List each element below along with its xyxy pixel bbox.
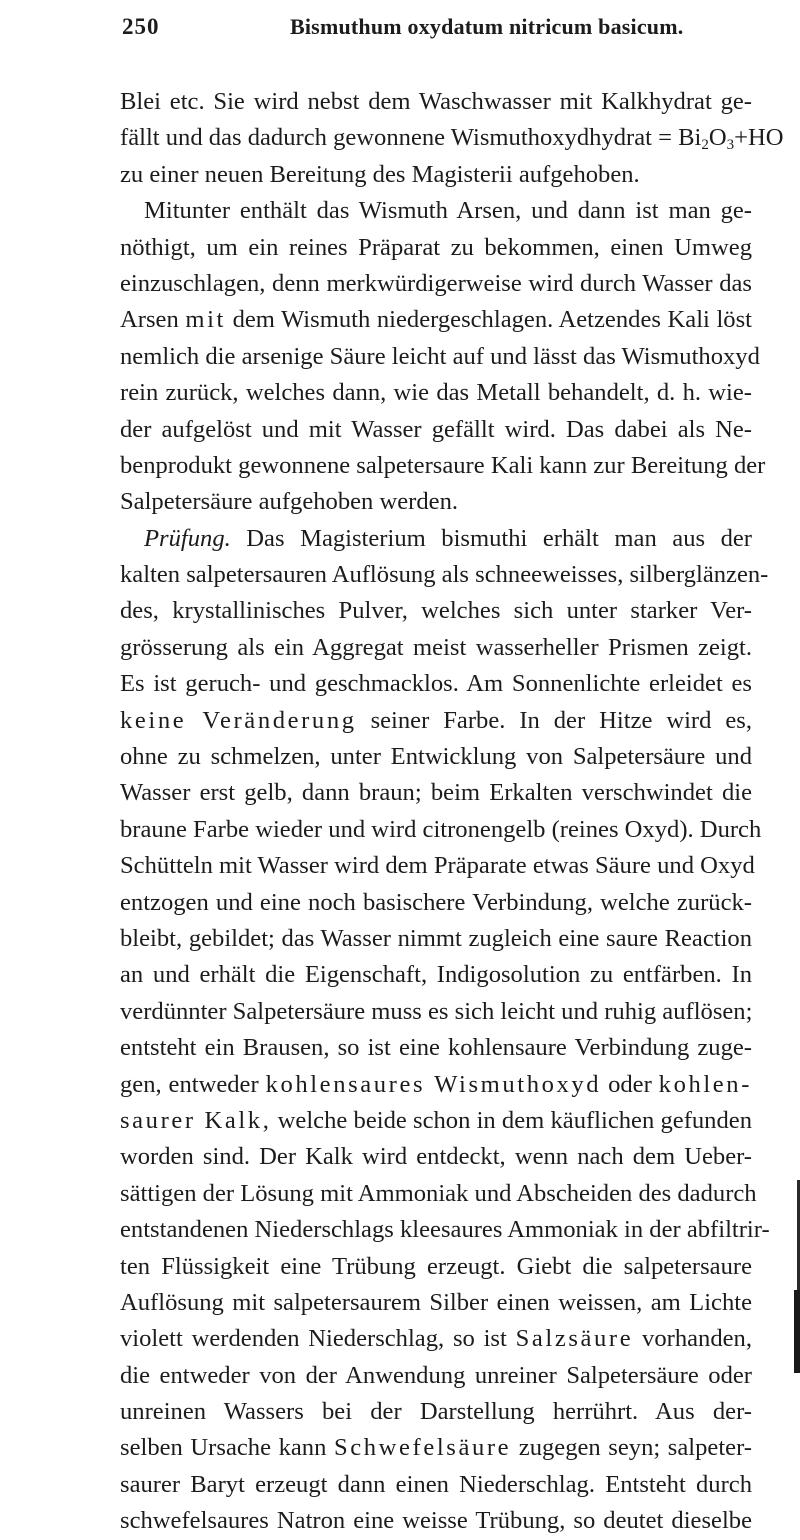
paragraph-start-line: Prüfung. Das Magisterium bismuthi erhält man aus der	[144, 524, 752, 552]
text-line: Auflösung mit salpetersaurem Silber einen weissen, am Lichte	[120, 1288, 752, 1316]
text-line: benprodukt gewonnene salpetersaure Kali kann zur Bereitung der	[120, 451, 766, 479]
emphasis-spaced: Salzsäure	[515, 1325, 634, 1353]
paragraph-start-line: Mitunter enthält das Wismuth Arsen, und dann ist man ge-	[144, 197, 752, 225]
text-line: ohne zu schmelzen, unter Entwicklung von Salpetersäure und	[120, 743, 752, 771]
emphasis-spaced: keine Veränderung	[120, 706, 357, 734]
text-line: Salpetersäure aufgehoben werden.	[120, 488, 459, 516]
text-line: unreinen Wassers bei der Darstellung herrührt. Aus der-	[120, 1398, 752, 1426]
subscript: 2	[701, 137, 709, 154]
section-heading-pruefung: Prüfung.	[144, 524, 231, 552]
text-line: nemlich die arsenige Säure leicht auf und lässt das Wismuthoxyd	[120, 342, 760, 370]
text-line: saurer Baryt erzeugt dann einen Niederschlag. Entsteht durch	[120, 1470, 752, 1498]
emphasis-spaced: saurer Kalk,	[120, 1106, 272, 1134]
running-title: Bismuthum oxydatum nitricum basicum.	[290, 14, 684, 39]
page-edge-shadow	[794, 1290, 800, 1373]
text-line: des, krystallinisches Pulver, welches sich unter starker Ver-	[120, 597, 752, 625]
text-line: entsteht ein Brausen, so ist eine kohlensaure Verbindung zuge-	[120, 1034, 752, 1062]
running-header	[122, 14, 742, 54]
text-line: gen, entweder kohlensaures Wismuthoxyd oder kohlen-	[120, 1070, 752, 1098]
text-line: saurer Kalk, welche beide schon in dem käuflichen gefunden	[120, 1106, 752, 1134]
text-line: zu einer neuen Bereitung des Magisterii aufgehoben.	[120, 160, 640, 188]
text-line: entstandenen Niederschlags kleesaures Ammoniak in der abfiltrir-	[120, 1216, 770, 1244]
text-line: fällt und das dadurch gewonnene Wismuthoxydhydrat = $Bi_2O_3+HO$	[120, 124, 784, 154]
text-line: keine Veränderung seiner Farbe. In der Hitze wird es,	[120, 706, 752, 734]
text-line: Wasser erst gelb, dann braun; beim Erkalten verschwindet die	[120, 779, 752, 807]
text-line: einzuschlagen, denn merkwürdigerweise wird durch Wasser das	[120, 269, 752, 297]
text-line: kalten salpetersauren Auflösung als schneeweisses, silberglänzen-	[120, 561, 769, 589]
subscript: 3	[726, 137, 735, 154]
text-line: bleibt, gebildet; das Wasser nimmt zugleich eine saure Reaction	[120, 924, 752, 952]
page-number: 250	[122, 14, 160, 39]
emphasis-spaced: mit	[185, 306, 226, 334]
text-line: an und erhält die Eigenschaft, Indigosolution zu entfärben. In	[120, 961, 752, 989]
text-line: schwefelsaures Natron eine weisse Trübung, so deutet dieselbe	[120, 1507, 752, 1535]
emphasis-spaced: kohlensaures Wismuthoxyd	[265, 1070, 602, 1098]
text-line: Es ist geruch- und geschmacklos. Am Sonnenlichte erleidet es	[120, 670, 752, 698]
text-line: entzogen und eine noch basischere Verbindung, welche zurück-	[120, 888, 752, 916]
text-line: grösserung als ein Aggregat meist wasserheller Prismen zeigt.	[120, 633, 752, 661]
emphasis-spaced: Schwefelsäure	[333, 1434, 512, 1462]
text-line: der aufgelöst und mit Wasser gefällt wird. Das dabei als Ne-	[120, 415, 752, 443]
text-line: die entweder von der Anwendung unreiner Salpetersäure oder	[120, 1361, 752, 1389]
body-text	[120, 84, 784, 1540]
text-line: verdünnter Salpetersäure muss es sich leicht und ruhig auflösen;	[120, 997, 753, 1025]
text-line: Blei etc. Sie wird nebst dem Waschwasser mit Kalkhydrat ge-	[120, 88, 752, 115]
text-line: Schütteln mit Wasser wird dem Präparate etwas Säure und Oxyd	[120, 852, 755, 880]
text-line: sättigen der Lösung mit Ammoniak und Abscheiden des dadurch	[120, 1179, 757, 1207]
text-line: braune Farbe wieder und wird citronengelb (reines Oxyd). Durch	[120, 815, 762, 843]
text-line: worden sind. Der Kalk wird entdeckt, wenn nach dem Ueber-	[120, 1143, 752, 1171]
text-line: ten Flüssigkeit eine Trübung erzeugt. Giebt die salpetersaure	[120, 1252, 752, 1280]
text-line: nöthigt, um ein reines Präparat zu bekommen, einen Umweg	[120, 233, 752, 261]
text-line: selben Ursache kann Schwefelsäure zugegen seyn; salpeter-	[120, 1434, 752, 1462]
text-line: violett werdenden Niederschlag, so ist Salzsäure vorhanden,	[120, 1325, 752, 1353]
text-line: rein zurück, welches dann, wie das Metall behandelt, d. h. wie-	[120, 379, 752, 407]
text-line: Arsen mit dem Wismuth niedergeschlagen. Aetzendes Kali löst	[120, 306, 752, 334]
emphasis-spaced: kohlen-	[658, 1070, 752, 1098]
